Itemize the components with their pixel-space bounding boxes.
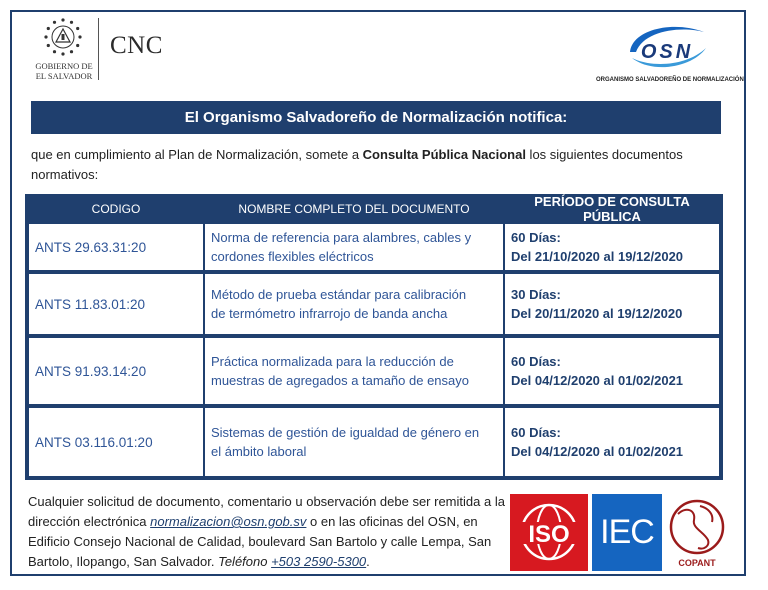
table-row-name: Norma de referencia para alambres, cables y cordones flexibles eléctricos [205, 224, 503, 270]
phone-link[interactable]: +503 2590-5300 [271, 554, 367, 569]
email-link[interactable]: normalizacion@osn.gob.sv [150, 514, 307, 529]
government-logo-text: GOBIERNO DE EL SALVADOR [35, 61, 93, 81]
table-row-period: 60 Días: Del 21/10/2020 al 19/12/2020 [505, 224, 719, 270]
table-row-period: 60 Días: Del 04/12/2020 al 01/02/2021 [505, 408, 719, 476]
header-document-name: NOMBRE COMPLETO DEL DOCUMENTO [238, 202, 470, 216]
header-code: CODIGO [91, 202, 141, 216]
table-row-name: Práctica normalizada para la reducción de muestras de agregados a tamaño de ensayo [205, 338, 503, 404]
osn-logo-icon [622, 22, 712, 74]
header-consultation-period: PERÍODO DE CONSULTA PÚBLICA [534, 194, 690, 224]
table-row-code: ANTS 91.93.14:20 [29, 338, 203, 404]
osn-full-name: ORGANISMO SALVADOREÑO DE NORMALIZACIÓN [596, 77, 744, 83]
table-row-period: 30 Días: Del 20/11/2020 al 19/12/2020 [505, 274, 719, 334]
cnc-logo-text: CNC [110, 32, 163, 59]
government-logo [29, 17, 99, 87]
iec-logo: IEC [592, 494, 662, 571]
phone-label: Teléfono [218, 554, 272, 569]
table-row-name: Método de prueba estándar para calibración de termómetro infrarrojo de banda ancha [205, 274, 503, 334]
table-row-code: ANTS 29.63.31:20 [29, 224, 203, 270]
table-row-code: ANTS 03.116.01:20 [29, 408, 203, 476]
copant-logo [664, 494, 730, 571]
national-seal-icon [43, 17, 83, 57]
table-row-name: Sistemas de gestión de igualdad de género en el ámbito laboral [205, 408, 503, 476]
notice-banner: El Organismo Salvadoreño de Normalización notifica: [31, 101, 721, 134]
intro-emphasis: Consulta Pública Nacional [362, 147, 526, 162]
osn-mark-text: OSN [640, 41, 694, 63]
intro-paragraph: que en cumplimiento al Plan de Normalización, somete a Consulta Pública Nacional los siguientes documentos normativos: [31, 147, 683, 182]
logo-divider [98, 18, 99, 80]
iso-logo [510, 494, 588, 571]
osn-logo [596, 22, 744, 92]
iso-globe-icon [510, 494, 588, 571]
contact-paragraph: Cualquier solicitud de documento, comentario u observación debe ser remitida a la dirección electrónica normalizacion@osn.gob.sv o en las oficinas del OSN, en Edificio Consejo Nacional de Calidad, boulevard San Bartolo y calle Lempa, San Bartolo, Ilopango, San Salvador. Teléfono +503 2590-5300. [28, 494, 505, 569]
copant-text: COPANT [678, 558, 716, 568]
iso-text: ISO [528, 521, 570, 548]
copant-globe-icon [664, 494, 730, 571]
documents-table [25, 194, 723, 480]
table-row-code: ANTS 11.83.01:20 [29, 274, 203, 334]
table-row-period: 60 Días: Del 04/12/2020 al 01/02/2021 [505, 338, 719, 404]
